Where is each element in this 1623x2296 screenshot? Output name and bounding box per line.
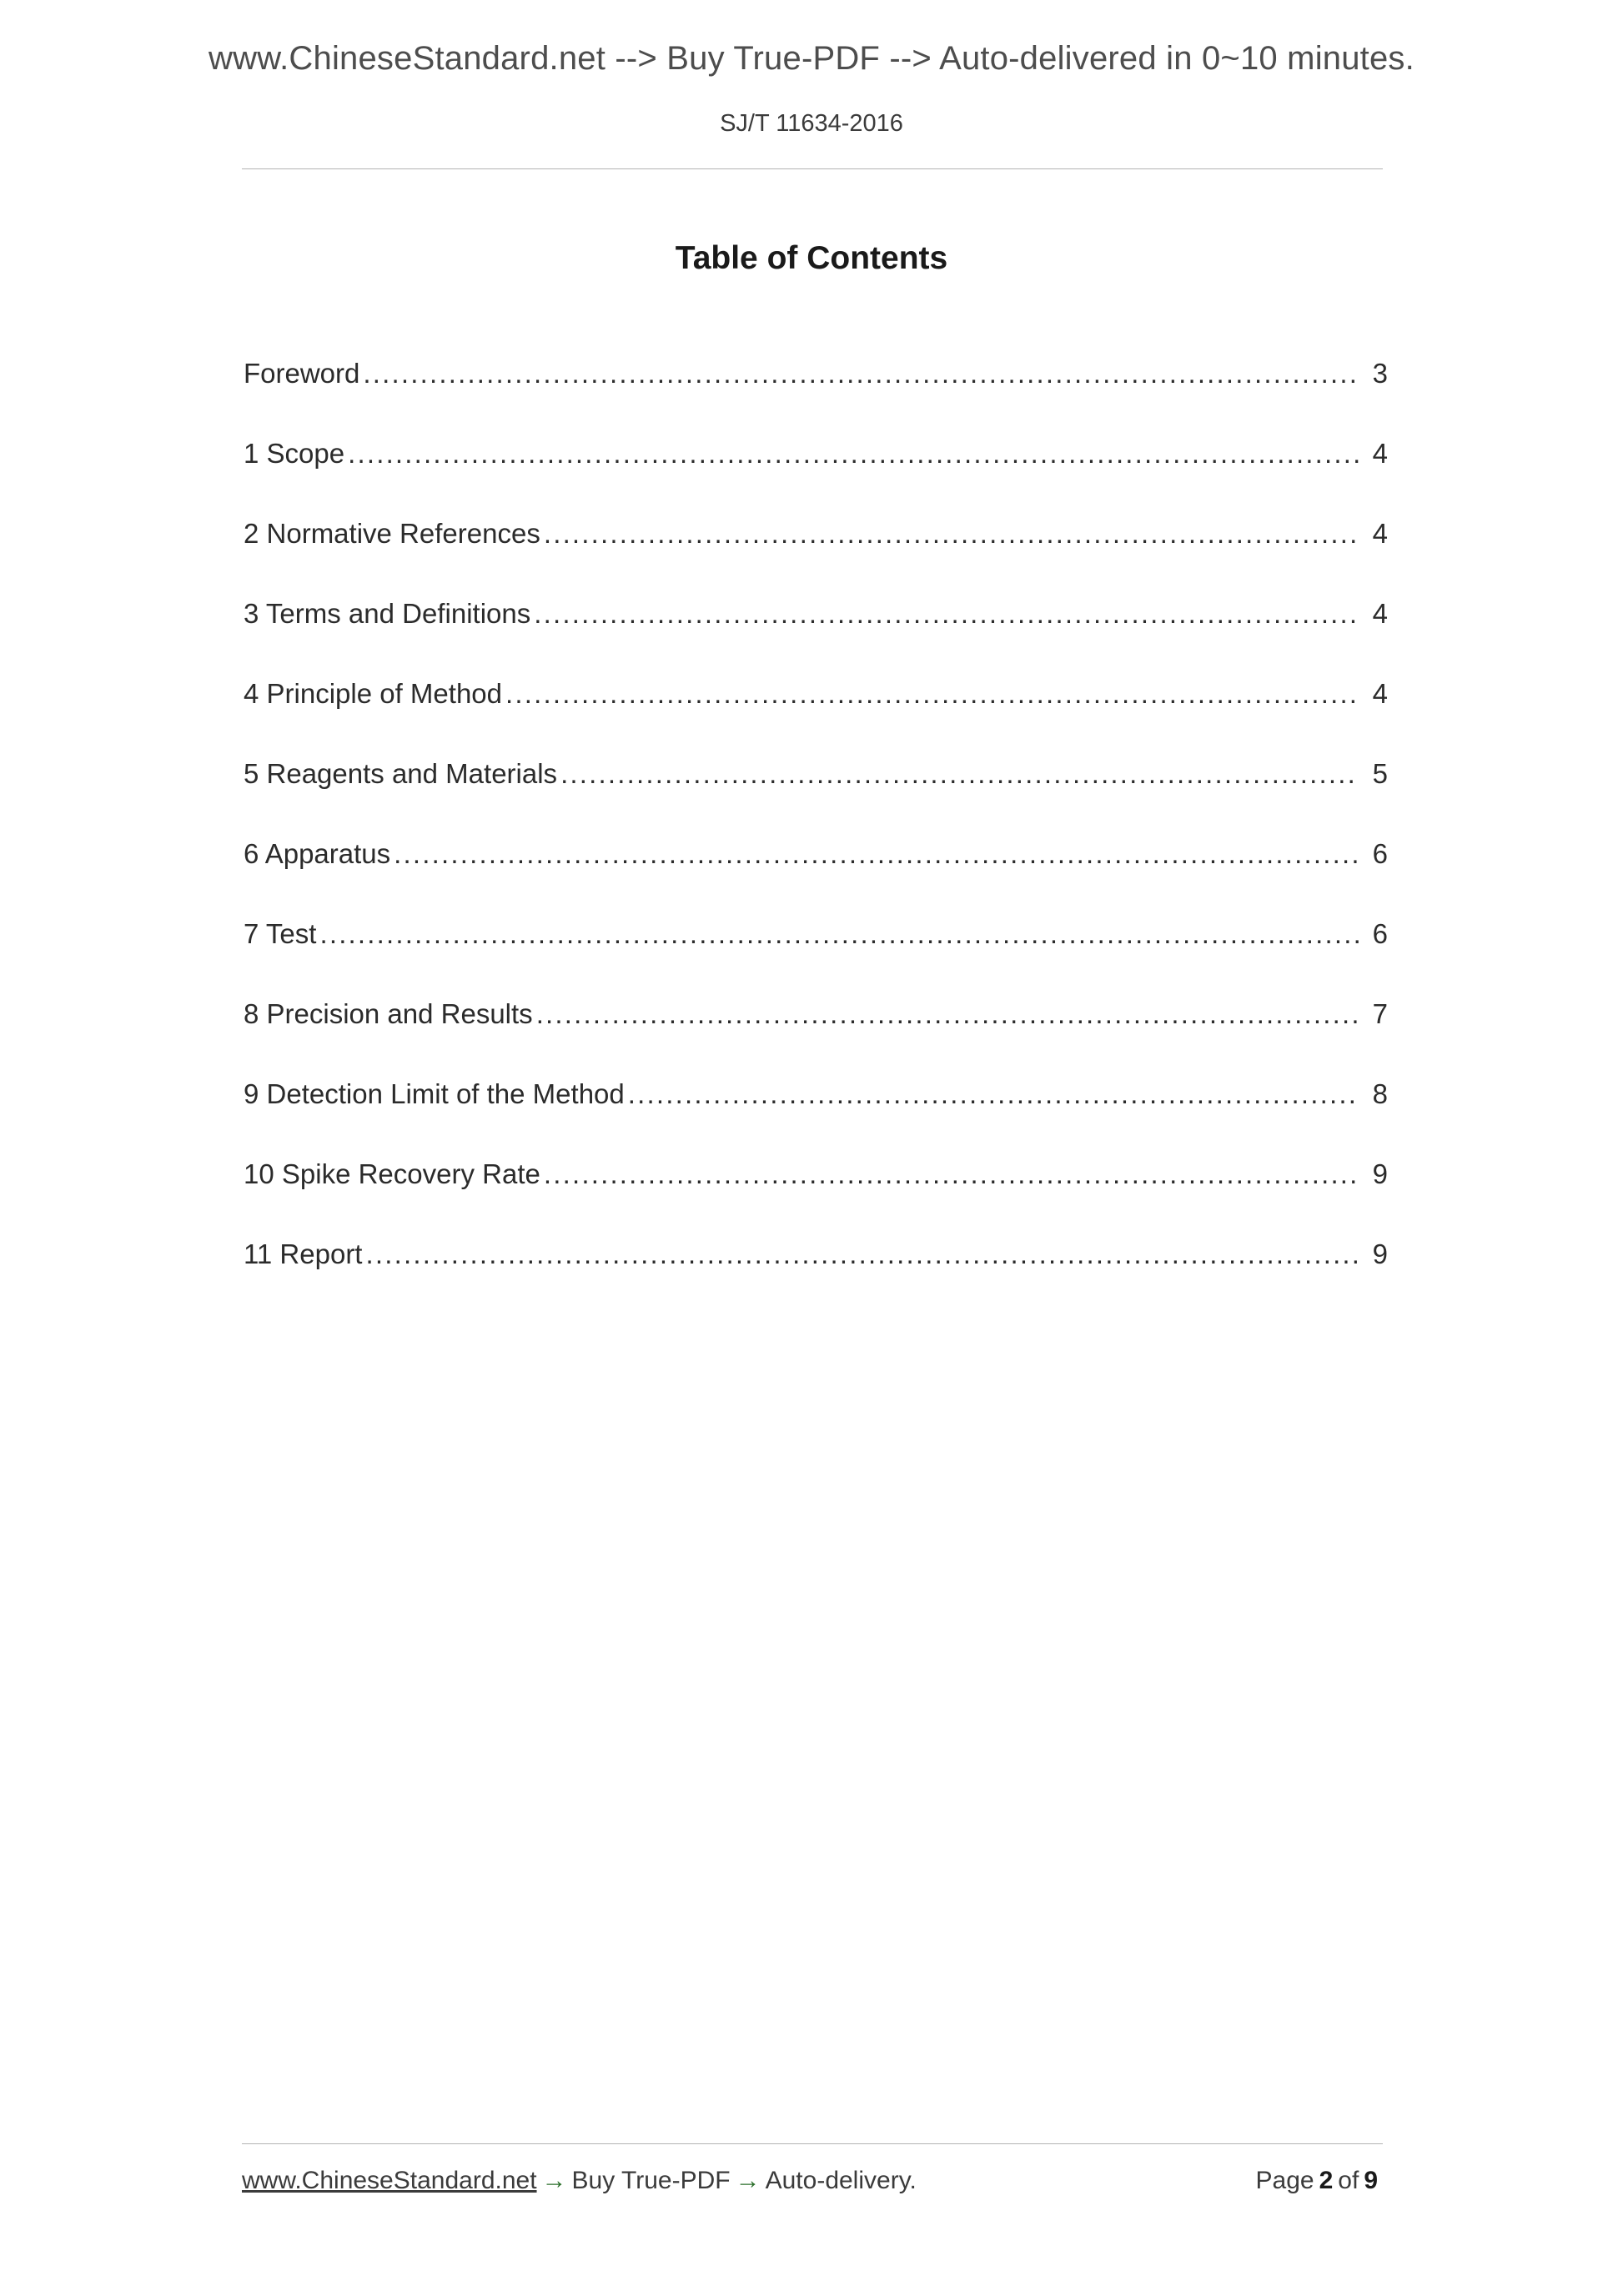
- toc-entry-label: 4 Principle of Method: [244, 678, 503, 709]
- page-footer: [242, 2167, 1383, 2217]
- toc-entry-label: Foreword: [244, 358, 360, 389]
- toc-entry[interactable]: [244, 334, 1388, 414]
- toc-entry-page: 4: [1372, 438, 1388, 469]
- toc-entry-page: 4: [1372, 598, 1388, 629]
- promo-banner: www.ChineseStandard.net --> Buy True-PDF --> Auto-delivered in 0~10 minutes.: [209, 40, 1414, 77]
- toc-leader-dots: [394, 814, 1359, 894]
- toc-entry[interactable]: [244, 1214, 1388, 1294]
- header-divider: [242, 168, 1383, 169]
- toc-leader-dots: [505, 654, 1359, 734]
- toc-entry-page: 7: [1372, 998, 1388, 1029]
- toc-entry-page: 4: [1372, 518, 1388, 549]
- toc-entry-page: 8: [1372, 1078, 1388, 1109]
- toc-leader-dots: [628, 1054, 1359, 1134]
- toc-entry-page: 9: [1372, 1238, 1388, 1269]
- toc-leader-dots: [348, 414, 1359, 494]
- page-title: Table of Contents: [675, 240, 948, 276]
- table-of-contents: [244, 334, 1388, 1294]
- footer-buy-label: Buy True-PDF: [571, 2167, 731, 2194]
- toc-entry-label: 3 Terms and Definitions: [244, 598, 531, 629]
- toc-leader-dots: [544, 1134, 1359, 1214]
- footer-divider: [242, 2143, 1383, 2144]
- toc-leader-dots: [363, 334, 1359, 414]
- toc-leader-dots: [534, 574, 1359, 654]
- toc-entry-label: 11 Report: [244, 1238, 363, 1269]
- toc-leader-dots: [319, 894, 1359, 974]
- of-word-label: of: [1338, 2167, 1359, 2194]
- toc-entry[interactable]: [244, 494, 1388, 574]
- page-word-label: Page: [1255, 2167, 1314, 2194]
- toc-entry[interactable]: [244, 1134, 1388, 1214]
- toc-entry[interactable]: [244, 894, 1388, 974]
- toc-entry[interactable]: [244, 1054, 1388, 1134]
- toc-entry[interactable]: [244, 654, 1388, 734]
- footer-delivery-label: Auto-delivery.: [765, 2167, 917, 2194]
- toc-entry[interactable]: [244, 814, 1388, 894]
- toc-entry[interactable]: [244, 974, 1388, 1054]
- toc-entry-page: 6: [1372, 918, 1388, 949]
- arrow-right-icon: →: [541, 2167, 567, 2194]
- toc-entry-label: 2 Normative References: [244, 518, 540, 549]
- total-page-number: 9: [1364, 2167, 1378, 2194]
- standard-code: SJ/T 11634-2016: [720, 110, 903, 137]
- toc-entry-label: 9 Detection Limit of the Method: [244, 1078, 625, 1109]
- toc-entry-page: 3: [1372, 358, 1388, 389]
- toc-entry-page: 5: [1372, 758, 1388, 789]
- toc-entry-label: 6 Apparatus: [244, 838, 391, 869]
- toc-entry[interactable]: [244, 414, 1388, 494]
- toc-entry[interactable]: [244, 574, 1388, 654]
- arrow-right-icon: →: [735, 2167, 761, 2194]
- page-indicator: [1256, 2167, 1383, 2195]
- toc-leader-dots: [544, 494, 1359, 574]
- footer-site-link[interactable]: www.ChineseStandard.net: [242, 2167, 537, 2194]
- toc-entry-label: 5 Reagents and Materials: [244, 758, 558, 789]
- toc-entry-page: 6: [1372, 838, 1388, 869]
- toc-entry-page: 9: [1372, 1158, 1388, 1189]
- current-page-number: 2: [1319, 2167, 1334, 2194]
- footer-promo[interactable]: [242, 2167, 917, 2195]
- toc-entry-label: 8 Precision and Results: [244, 998, 533, 1029]
- toc-entry-page: 4: [1372, 678, 1388, 709]
- toc-entry[interactable]: [244, 734, 1388, 814]
- toc-entry-label: 10 Spike Recovery Rate: [244, 1158, 540, 1189]
- toc-leader-dots: [536, 974, 1359, 1054]
- toc-entry-label: 1 Scope: [244, 438, 345, 469]
- toc-leader-dots: [560, 734, 1359, 814]
- toc-leader-dots: [365, 1214, 1359, 1294]
- toc-entry-label: 7 Test: [244, 918, 317, 949]
